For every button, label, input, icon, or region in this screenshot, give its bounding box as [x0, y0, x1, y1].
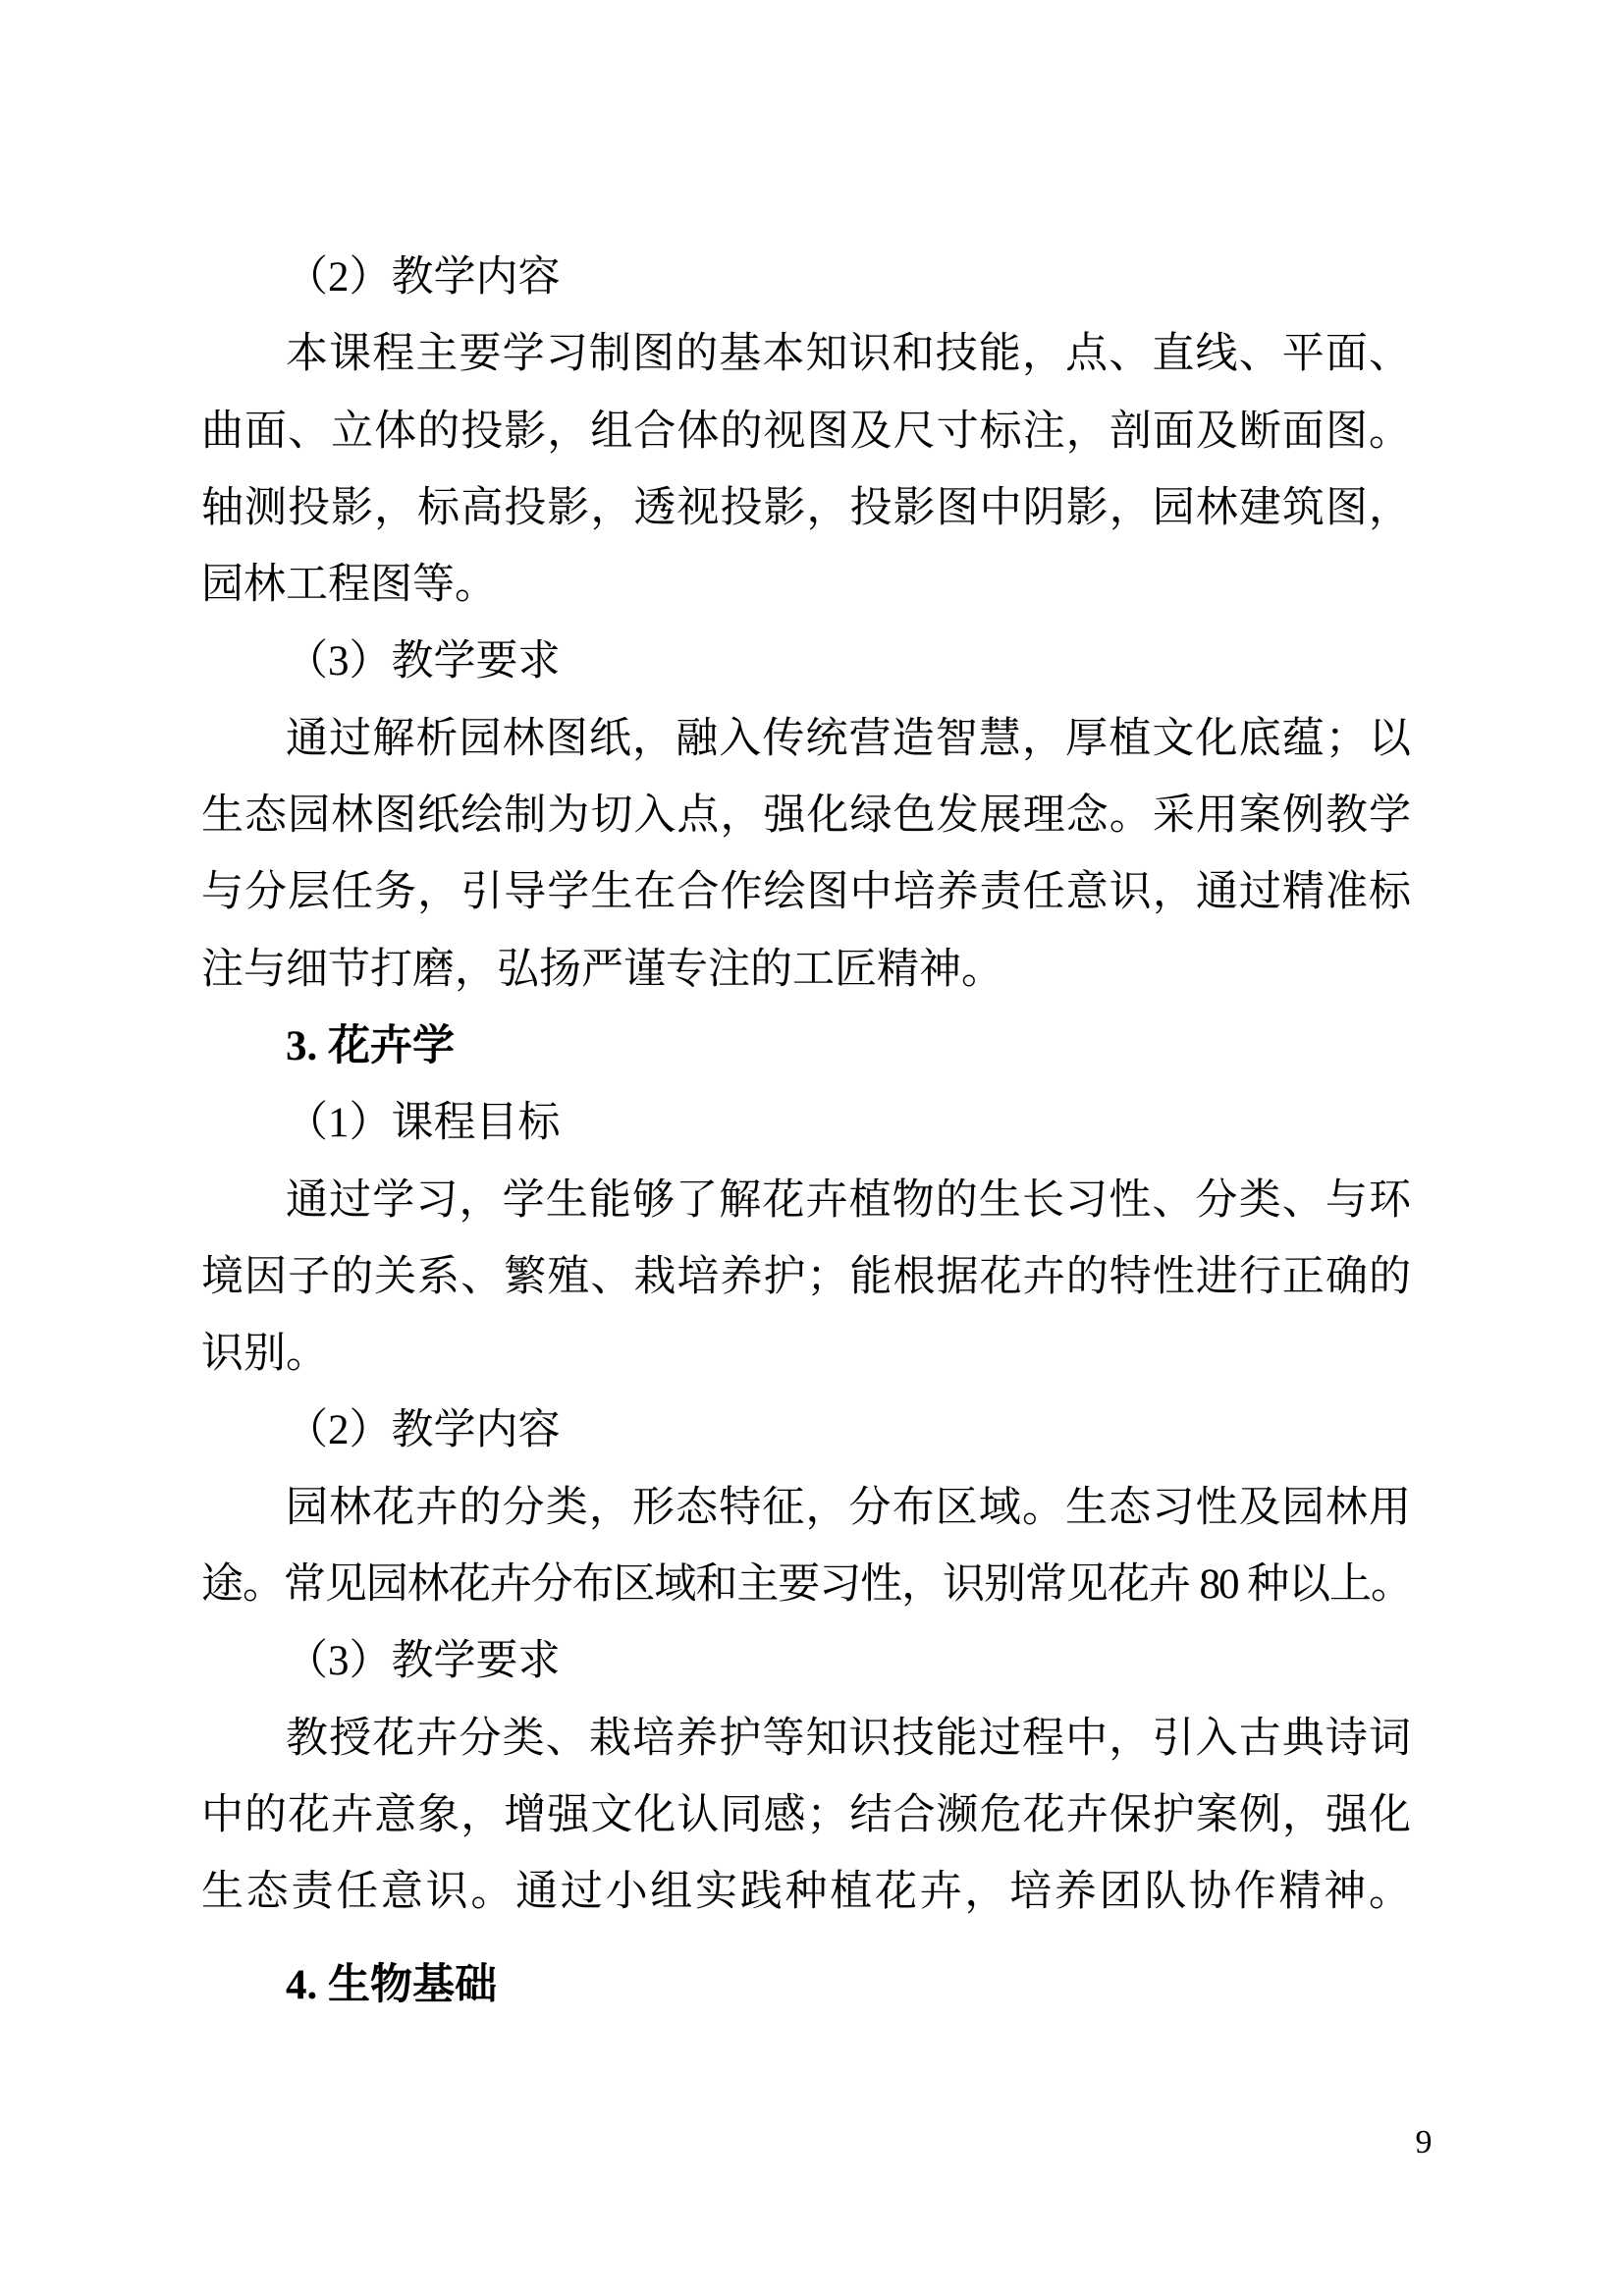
- text-line: （1）课程目标: [286, 1100, 561, 1147]
- text-line: 轴测投影，标高投影，透视投影，投影图中阴影，园林建筑图，: [201, 484, 1411, 531]
- text-line: 本课程主要学习制图的基本知识和技能，点、直线、平面、: [286, 331, 1411, 378]
- text-line: 生态责任意识。通过小组实践种植花卉，培养团队协作精神。: [201, 1869, 1411, 1916]
- text-line: （2）教学内容: [286, 254, 561, 301]
- text-line: 与分层任务，引导学生在合作绘图中培养责任意识，通过精准标: [201, 869, 1411, 916]
- text-line: 教授花卉分类、栽培养护等知识技能过程中，引入古典诗词: [286, 1715, 1411, 1762]
- text-line: 境因子的关系、繁殖、栽培养护；能根据花卉的特性进行正确的: [201, 1253, 1411, 1300]
- text-line: 中的花卉意象，增强文化认同感；结合濒危花卉保护案例，强化: [201, 1791, 1411, 1838]
- text-line: （3）教学要求: [286, 1638, 561, 1685]
- text-line: 园林工程图等。: [201, 562, 497, 609]
- text-line: 途。常见园林花卉分布区域和主要习性，识别常见花卉 80 种以上。: [201, 1561, 1411, 1609]
- text-line: 园林花卉的分类，形态特征，分布区域。生态习性及园林用: [286, 1484, 1411, 1531]
- text-line: 通过学习，学生能够了解花卉植物的生长习性、分类、与环: [286, 1176, 1411, 1224]
- text-line: 注与细节打磨，弘扬严谨专注的工匠精神。: [201, 946, 1003, 993]
- text-line: 生态园林图纸绘制为切入点，强化绿色发展理念。采用案例教学: [201, 793, 1411, 840]
- text-line: （3）教学要求: [286, 638, 561, 685]
- text-line: 识别。: [201, 1331, 328, 1378]
- text-block: [201, 240, 1411, 2024]
- text-line: 曲面、立体的投影，组合体的视图及尺寸标注，剖面及断面图。: [201, 408, 1411, 455]
- text-line: 通过解析园林图纸，融入传统营造智慧，厚植文化底蕴；以: [286, 715, 1411, 762]
- page-number: 9: [1415, 2124, 1433, 2160]
- section-heading: 3. 花卉学: [286, 1022, 455, 1069]
- section-heading: 4. 生物基础: [286, 1961, 497, 2008]
- text-line: （2）教学内容: [286, 1407, 561, 1454]
